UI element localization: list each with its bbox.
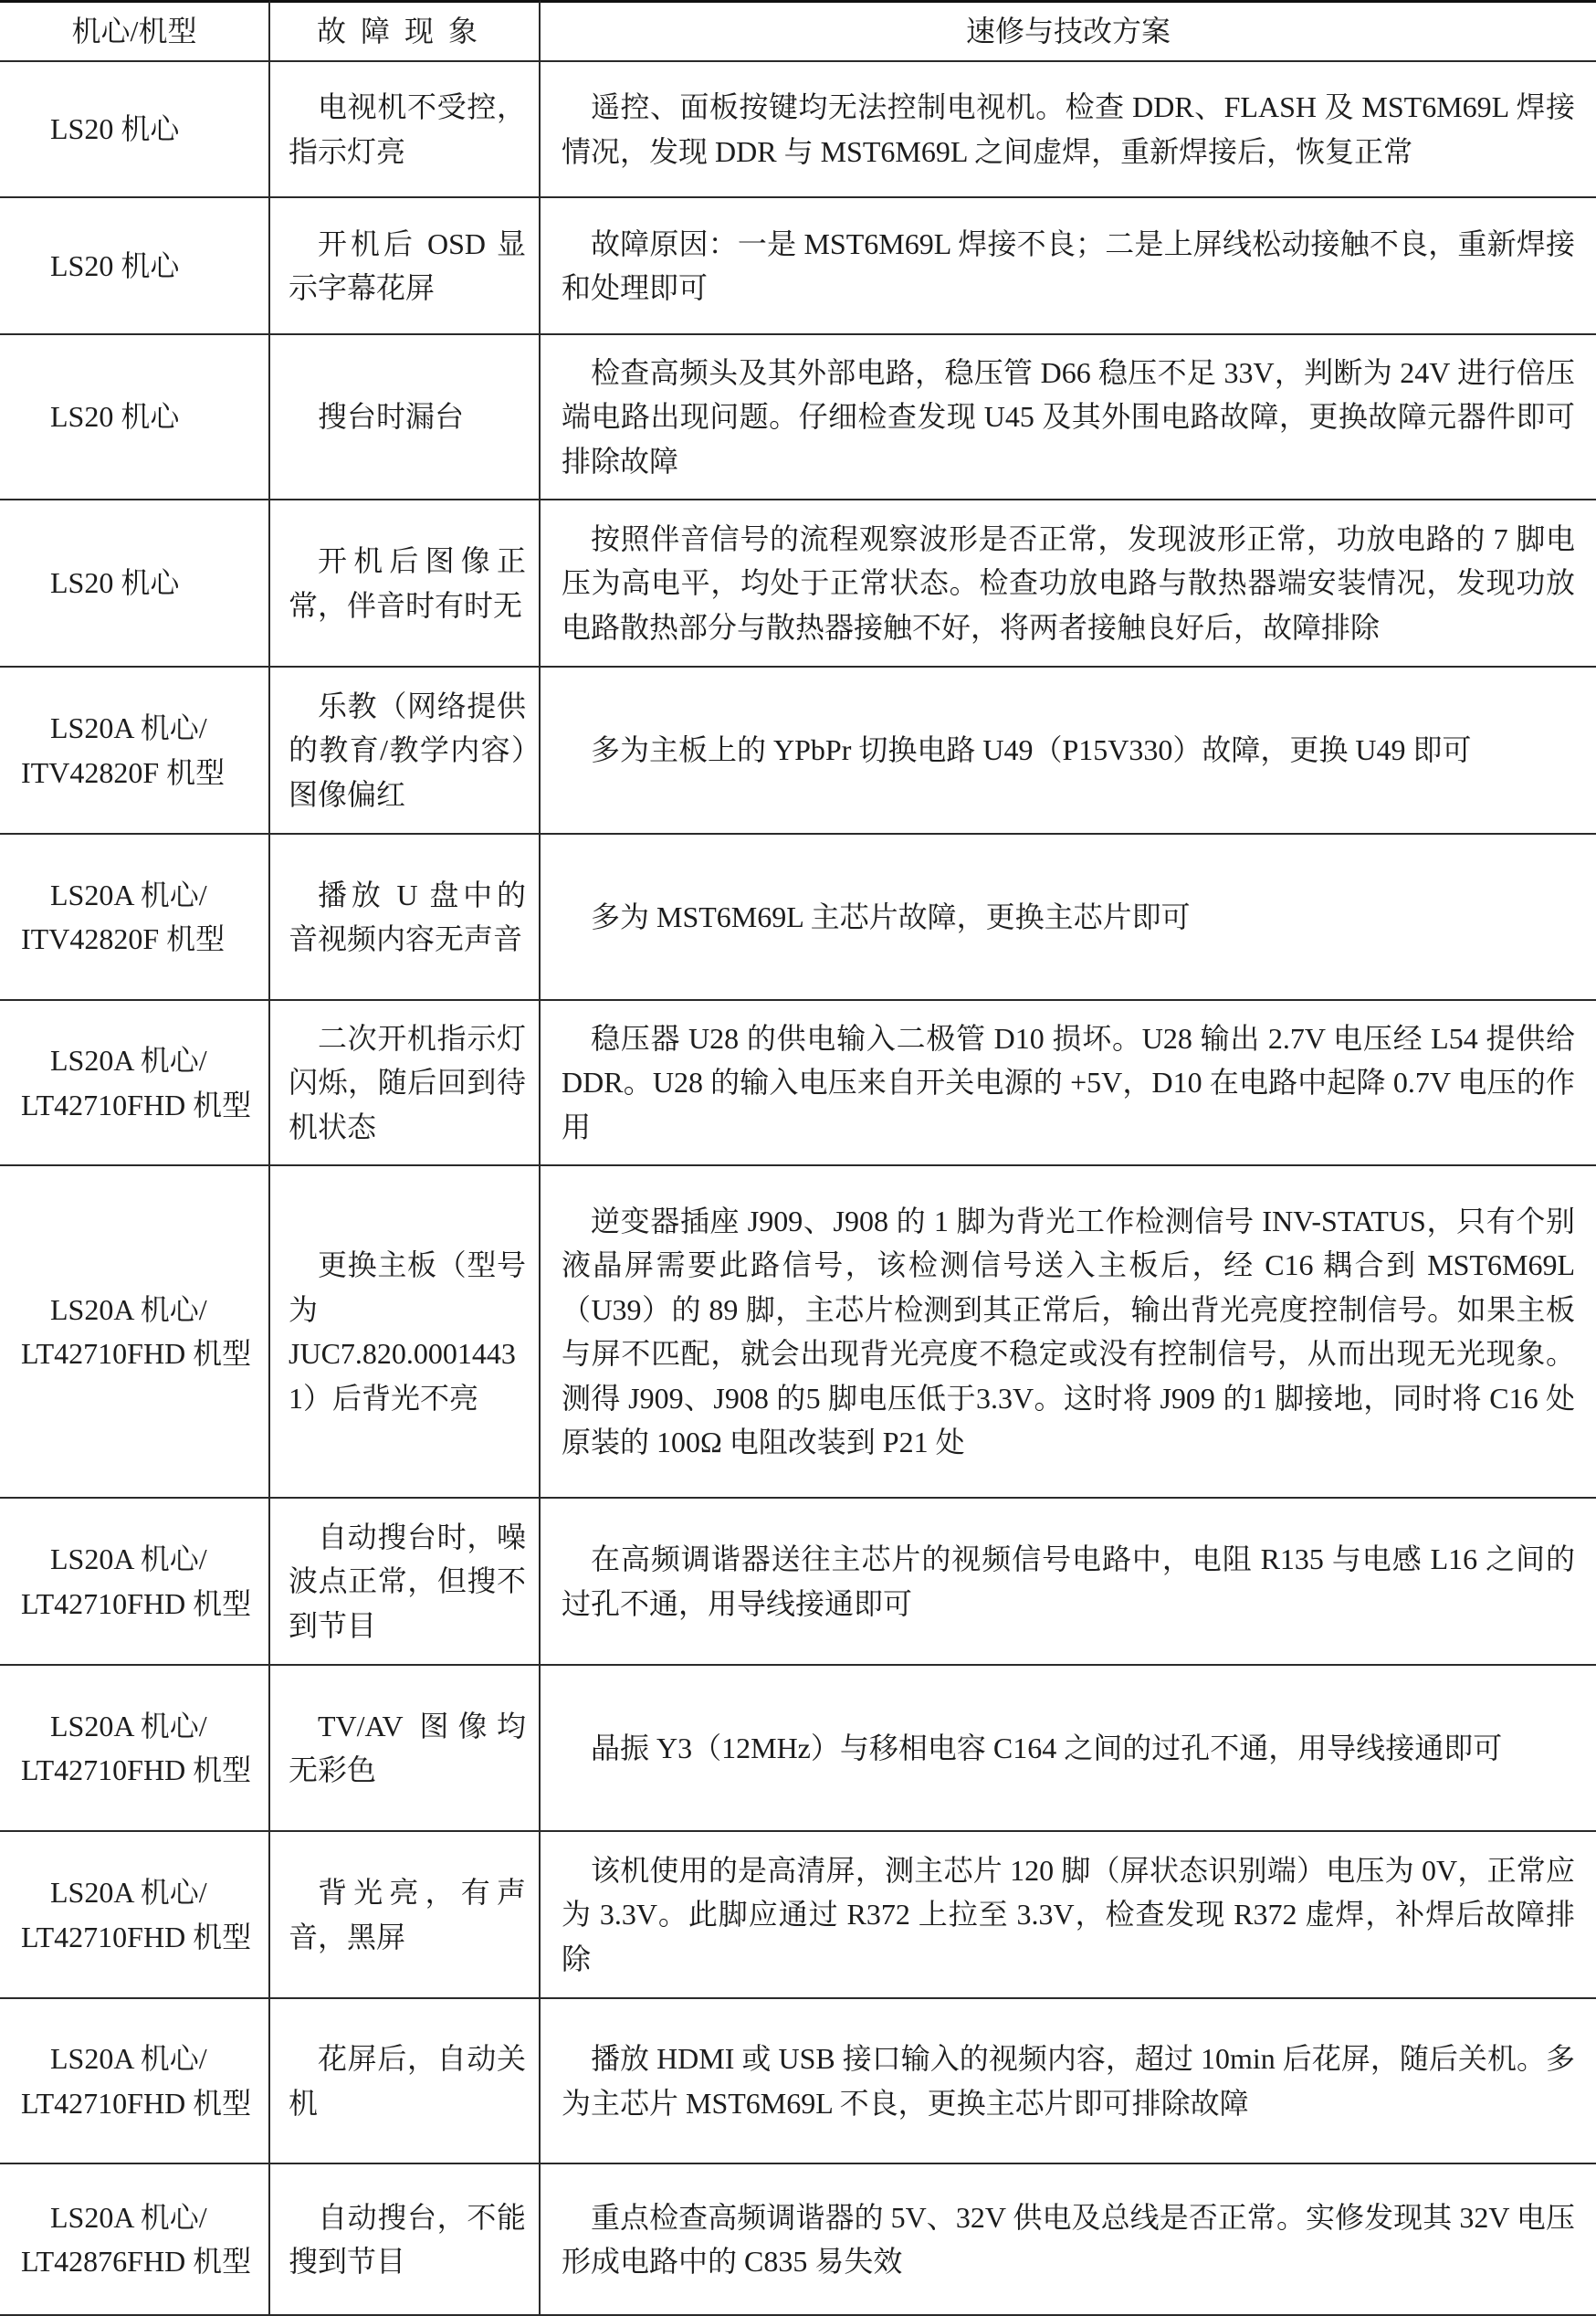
symptom-text: 花屏后，自动关机 (289, 2042, 526, 2120)
model-cell (0, 835, 270, 1001)
model-cell (0, 668, 270, 835)
solution-cell (541, 1001, 1596, 1166)
solution-cell (541, 500, 1596, 668)
symptom-text: 自动搜台时，噪波点正常，但搜不到节目 (289, 1520, 526, 1642)
symptom-cell (270, 198, 541, 335)
symptom-cell (270, 62, 541, 198)
solution-cell (541, 1999, 1596, 2164)
symptom-text: 二次开机指示灯闪烁，随后回到待机状态 (289, 1021, 526, 1143)
model-cell (0, 1832, 270, 1999)
header-symptom-cell (270, 0, 541, 62)
model-text: LS20 机心 (50, 400, 180, 434)
model-text: LS20A 机心/ LT42710FHD 机型 (21, 1542, 252, 1620)
solution-cell (541, 198, 1596, 335)
solution-text: 多为 MST6M69L 主芯片故障，更换主芯片即可 (591, 900, 1191, 933)
solution-text: 该机使用的是高清屏，测主芯片 120 脚（屏状态识别端）电压为 0V，正常应为 3.3V。此脚应通过 R372 上拉至 3.3V，检查发现 R372 虚焊，补焊后故障排除 (562, 1853, 1575, 1975)
symptom-cell (270, 1832, 541, 1999)
symptom-text: 搜台时漏台 (318, 400, 465, 434)
model-text: LS20A 机心/ LT42710FHD 机型 (21, 1876, 252, 1953)
solution-text: 在高频调谐器送往主芯片的视频信号电路中，电阻 R135 与电感 L16 之间的过孔不通，用导线接通即可 (562, 1542, 1575, 1620)
solution-text: 遥控、面板按键均无法控制电视机。检查 DDR、FLASH 及 MST6M69L 焊接情况，发现 DDR 与 MST6M69L 之间虚焊，重新焊接后，恢复正常 (562, 90, 1575, 168)
solution-cell (541, 335, 1596, 500)
model-cell (0, 1499, 270, 1666)
symptom-cell (270, 1166, 541, 1499)
symptom-text: 乐教（网络提供的教育/教学内容）图像偏红 (289, 689, 526, 811)
solution-cell (541, 668, 1596, 835)
symptom-text: 开机后图像正常，伴音时有时无 (289, 544, 526, 622)
symptom-cell (270, 668, 541, 835)
symptom-cell (270, 1999, 541, 2164)
symptom-text: TV/AV 图像均无彩色 (289, 1709, 526, 1786)
symptom-cell (270, 1001, 541, 1166)
model-text: LS20 机心 (50, 248, 180, 282)
header-solution-label: 速修与技改方案 (965, 15, 1171, 48)
symptom-cell (270, 500, 541, 668)
solution-cell (541, 1166, 1596, 1499)
solution-text: 多为主板上的 YPbPr 切换电路 U49（P15V330）故障，更换 U49 即可 (591, 733, 1472, 767)
model-cell (0, 1666, 270, 1832)
model-cell (0, 335, 270, 500)
model-cell (0, 62, 270, 198)
solution-cell (541, 1499, 1596, 1666)
header-model-label: 机心/机型 (71, 15, 197, 48)
header-model-cell (0, 0, 270, 62)
symptom-text: 电视机不受控，指示灯亮 (289, 90, 526, 168)
solution-text: 故障原因：一是 MST6M69L 焊接不良；二是上屏线松动接触不良，重新焊接和处理即可 (562, 226, 1575, 304)
model-cell (0, 1166, 270, 1499)
symptom-cell (270, 835, 541, 1001)
solution-text: 晶振 Y3（12MHz）与移相电容 C164 之间的过孔不通，用导线接通即可 (591, 1731, 1503, 1764)
solution-cell (541, 2164, 1596, 2316)
symptom-cell (270, 2164, 541, 2316)
header-solution-cell (541, 0, 1596, 62)
symptom-cell (270, 1666, 541, 1832)
header-symptom-label: 故障现象 (316, 15, 492, 48)
solution-text: 重点检查高频调谐器的 5V、32V 供电及总线是否正常。实修发现其 32V 电压形成电路中的 C835 易失效 (562, 2200, 1575, 2278)
solution-cell (541, 1832, 1596, 1999)
solution-text: 按照伴音信号的流程观察波形是否正常，发现波形正常，功放电路的 7 脚电压为高电平，均处于正常状态。检查功放电路与散热器端安装情况，发现功放电路散热部分与散热器接触不好，将两者接触良好后，故障排除 (562, 521, 1575, 644)
model-text: LS20A 机心/ LT42710FHD 机型 (21, 1292, 252, 1370)
model-text: LS20 机心 (50, 566, 180, 600)
symptom-text: 背光亮，有声音，黑屏 (289, 1876, 526, 1953)
solution-text: 播放 HDMI 或 USB 接口输入的视频内容，超过 10min 后花屏，随后关机。多为主芯片 MST6M69L 不良，更换主芯片即可排除故障 (562, 2042, 1575, 2120)
model-text: LS20A 机心/ LT42710FHD 机型 (21, 1709, 252, 1786)
model-cell (0, 2164, 270, 2316)
symptom-cell (270, 335, 541, 500)
solution-cell (541, 62, 1596, 198)
model-text: LS20A 机心/ LT42876FHD 机型 (21, 2200, 252, 2278)
symptom-text: 更换主板（型号为 JUC7.820.00014431）后背光不亮 (289, 1248, 526, 1415)
model-cell (0, 500, 270, 668)
model-text: LS20A 机心/ LT42710FHD 机型 (21, 1044, 252, 1121)
solution-cell (541, 1666, 1596, 1832)
symptom-text: 开机后 OSD 显示字幕花屏 (289, 226, 526, 304)
model-text: LS20A 机心/ ITV42820F 机型 (21, 878, 226, 955)
solution-text: 逆变器插座 J909、J908 的 1 脚为背光工作检测信号 INV-STATUS，只有个别液晶屏需要此路信号，该检测信号送入主板后，经 C16 耦合到 MST6M69L（U39）的 89 脚，主芯片检测到其正常后，输出背光亮度控制信号。如果主板与屏不匹配，就会出现背光亮度不稳定或没有控制信号，从而出现无光现象。测得 J909、J908 的5 脚电压低于3.3V。这时将 J909 的1 脚接地，同时将 C16 处原装的 100Ω 电阻改装到 P21 处 (562, 1204, 1575, 1458)
model-cell (0, 1999, 270, 2164)
symptom-text: 自动搜台，不能搜到节目 (289, 2200, 526, 2278)
model-text: LS20A 机心/ ITV42820F 机型 (21, 711, 226, 789)
solution-text: 稳压器 U28 的供电输入二极管 D10 损坏。U28 输出 2.7V 电压经 L54 提供给 DDR。U28 的输入电压来自开关电源的 +5V，D10 在电路中起降 0.7V 电压的作用 (562, 1021, 1575, 1143)
model-text: LS20A 机心/ LT42710FHD 机型 (21, 2042, 252, 2120)
model-cell (0, 198, 270, 335)
model-cell (0, 1001, 270, 1166)
model-text: LS20 机心 (50, 112, 180, 146)
solution-text: 检查高频头及其外部电路，稳压管 D66 稳压不足 33V，判断为 24V 进行倍压端电路出现问题。仔细检查发现 U45 及其外围电路故障，更换故障元器件即可排除故障 (562, 355, 1575, 478)
symptom-cell (270, 1499, 541, 1666)
symptom-text: 播放 U 盘中的音视频内容无声音 (289, 878, 526, 955)
solution-cell (541, 835, 1596, 1001)
